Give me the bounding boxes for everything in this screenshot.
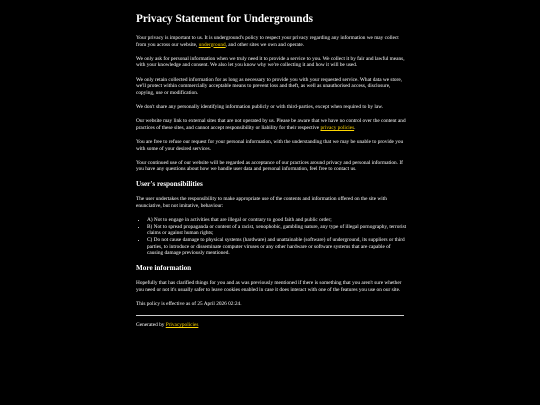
underground-link[interactable]: underground xyxy=(198,41,226,48)
page-title: Privacy Statement for Undergrounds xyxy=(136,13,314,25)
privacypolicies-link[interactable]: Privacypolicies xyxy=(165,322,199,329)
refuse-paragraph: You are free to refuse our request for your personal information, with the understanding that we may be unable to provide you with some of your desired services. xyxy=(136,138,404,152)
responsibilities-heading: User's responsibilities xyxy=(136,180,203,189)
intro-text-before: Your privacy is important to us. It is underground's policy to respect your privacy regarding any information we may collect from you across our website, xyxy=(136,35,399,48)
privacy-policies-link[interactable]: privacy policies xyxy=(320,124,355,131)
footer-prefix: Generated by xyxy=(136,322,166,329)
retention-paragraph: We only retain collected information for as long as necessary to provide you with your requested service. What data we store, we'll protect within commercially acceptable means to prevent loss and theft, as well as unauthorised access, disclosure, copying, use or modification. xyxy=(136,76,402,96)
external-links-text: Our website may link to external sites that are not operated by us. Please be aware that we have no control over the content and practices of these sites, and cannot accept responsibility or liability for their respective xyxy=(136,118,406,131)
acceptance-paragraph: Your continued use of our website will be regarded as acceptance of our practices around privacy and personal information. If you have any questions about how we handle user data and personal information, feel free to contact us. xyxy=(136,159,403,173)
list-item: • B) Not to spread propaganda or content of a racist, xenophobic, gambling nature, any type of illegal pornography, terrorist claims or against human rights; xyxy=(147,224,408,237)
external-links-end: . xyxy=(354,124,356,131)
footer xyxy=(136,322,408,329)
responsibilities-intro: The user undertakes the responsibility to make appropriate use of the contents and information offered on the site with enunciative, but not imitative, behaviour: xyxy=(136,196,387,210)
list-item: • C) Do not cause damage to physical systems (hardware) and unattainable (software) of underground, its suppliers or third parties, to introduce or disseminate computer viruses or any other hardware or software systems that are capable of causing damage previously mentioned. xyxy=(147,237,408,257)
external-links-paragraph xyxy=(136,118,408,131)
footer-divider xyxy=(136,315,404,316)
sharing-paragraph: We don't share any personally identifying information publicly or with third-parties, except when required to by law. xyxy=(136,103,384,110)
intro-text-after: , and other sites we own and operate. xyxy=(225,41,305,48)
privacy-page xyxy=(136,13,408,329)
collection-paragraph: We only ask for personal information when we truly need it to provide a service to you. We collect it by fair and lawful means, with your knowledge and consent. We also let you know why we're collecting it and how it will be used. xyxy=(136,55,405,69)
more-info-heading: More information xyxy=(136,264,192,273)
responsibilities-list xyxy=(136,217,408,257)
effective-date: This policy is effective as of 25 April 2026 02:24. xyxy=(136,301,242,308)
more-info-paragraph: Hopefully that has clarified things for you and as was previously mentioned if there is something that you aren't sure whether you need or not it's usually safer to leave cookies enabled in case it does interact with one of the features you use on our site. xyxy=(136,280,402,293)
intro-paragraph xyxy=(136,35,408,48)
list-item: • A) Not to engage in activities that are illegal or contrary to good faith and public order; xyxy=(147,217,408,224)
